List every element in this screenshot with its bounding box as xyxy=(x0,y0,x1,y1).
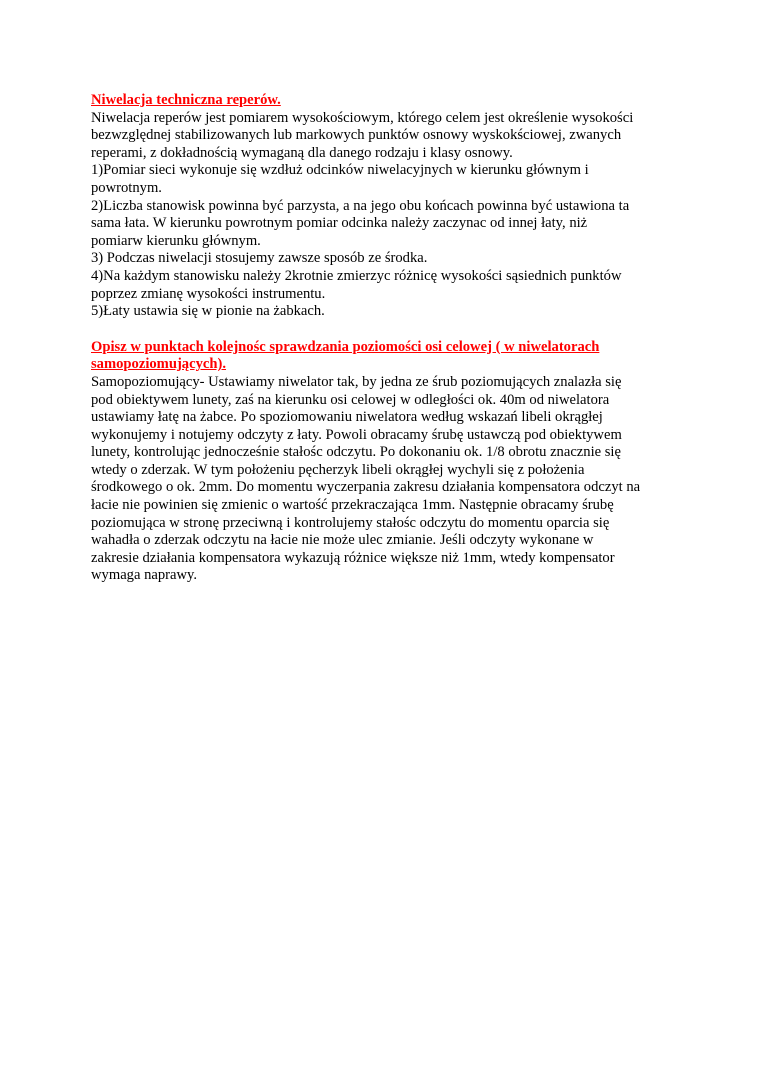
section2-line: wykonujemy i notujemy odczyty z łaty. Powoli obracamy śrubę ustawczą pod obiektywem xyxy=(91,426,622,443)
section1-line: 1)Pomiar sieci wykonuje się wzdłuż odcinków niwelacyjnych w kierunku głównym i xyxy=(91,162,589,179)
section1-body xyxy=(91,110,676,321)
section2-line: Samopoziomujący- Ustawiamy niwelator tak, by jedna ze śrub poziomujących znalazła się xyxy=(91,373,622,390)
section2-line: łacie nie powinien się zmienic o wartość przekraczająca 1mm. Następnie obracamy śrubę xyxy=(91,497,614,514)
section1-line: bezwzględnej stabilizowanych lub markowych punktów osnowy wyskokściowej, zwanych xyxy=(91,127,622,144)
document-page xyxy=(91,92,676,585)
section2-line: pod obiektywem lunety, zaś na kierunku osi celowej w odległości ok. 40m od niwelatora xyxy=(91,391,610,408)
section2-line: wymaga naprawy. xyxy=(91,567,198,584)
section2-line: zakresie działania kompensatora wykazują różnice większe niż 1mm, wtedy kompensator xyxy=(91,549,615,566)
section2-body xyxy=(91,374,676,585)
section2-line: lunety, kontrolując jednocześnie stałośc odczytu. Po dokonaniu ok. 1/8 obrotu znacznie się xyxy=(91,444,621,461)
section1-line: pomiarw kierunku głównym. xyxy=(91,232,261,249)
section1-heading: Niwelacja techniczna reperów. xyxy=(91,92,281,108)
section1-line: 3) Podczas niwelacji stosujemy zawsze sposób ze środka. xyxy=(91,250,428,267)
section2-line: wtedy o zderzak. W tym położeniu pęcherzyk libeli okrągłej wychyli się z położenia xyxy=(91,461,585,478)
section1-line: poprzez zmianę wysokości instrumentu. xyxy=(91,285,326,302)
section1-line: 4)Na każdym stanowisku należy 2krotnie zmierzyc różnicę wysokości sąsiednich punktów xyxy=(91,267,622,284)
section1-line: Niwelacja reperów jest pomiarem wysokościowym, którego celem jest określenie wysokości xyxy=(91,109,634,126)
section1-line: sama łata. W kierunku powrotnym pomiar odcinka należy zaczynac od innej łaty, niż xyxy=(91,215,588,232)
section1-line: reperami, z dokładnością wymaganą dla danego rodzaju i klasy osnowy. xyxy=(91,144,513,161)
section2-heading-line-1: Opisz w punktach kolejnośc sprawdzania poziomości osi celowej ( w niwelatorach xyxy=(91,338,600,355)
section1-line: 2)Liczba stanowisk powinna być parzysta, a na jego obu końcach powinna być ustawiona ta xyxy=(91,197,630,214)
section2-line: poziomująca w stronę przeciwną i kontrolujemy stałośc odczytu do momentu oparcia się xyxy=(91,514,610,531)
section1-line: 5)Łaty ustawia się w pionie na żabkach. xyxy=(91,303,325,320)
section2-heading-line-2: samopoziomujących). xyxy=(91,356,226,373)
section1-line: powrotnym. xyxy=(91,179,162,196)
section2-line: wahadła o zderzak odczytu na łacie nie może ulec zmianie. Jeśli odczyty wykonane w xyxy=(91,532,594,549)
section-spacer xyxy=(91,321,676,339)
section2-line: ustawiamy łatę na żabce. Po spoziomowaniu niwelatora według wskazań libeli okrągłej xyxy=(91,409,603,426)
section2-line: środkowego o ok. 2mm. Do momentu wyczerpania zakresu działania kompensatora odczyt na xyxy=(91,479,641,496)
